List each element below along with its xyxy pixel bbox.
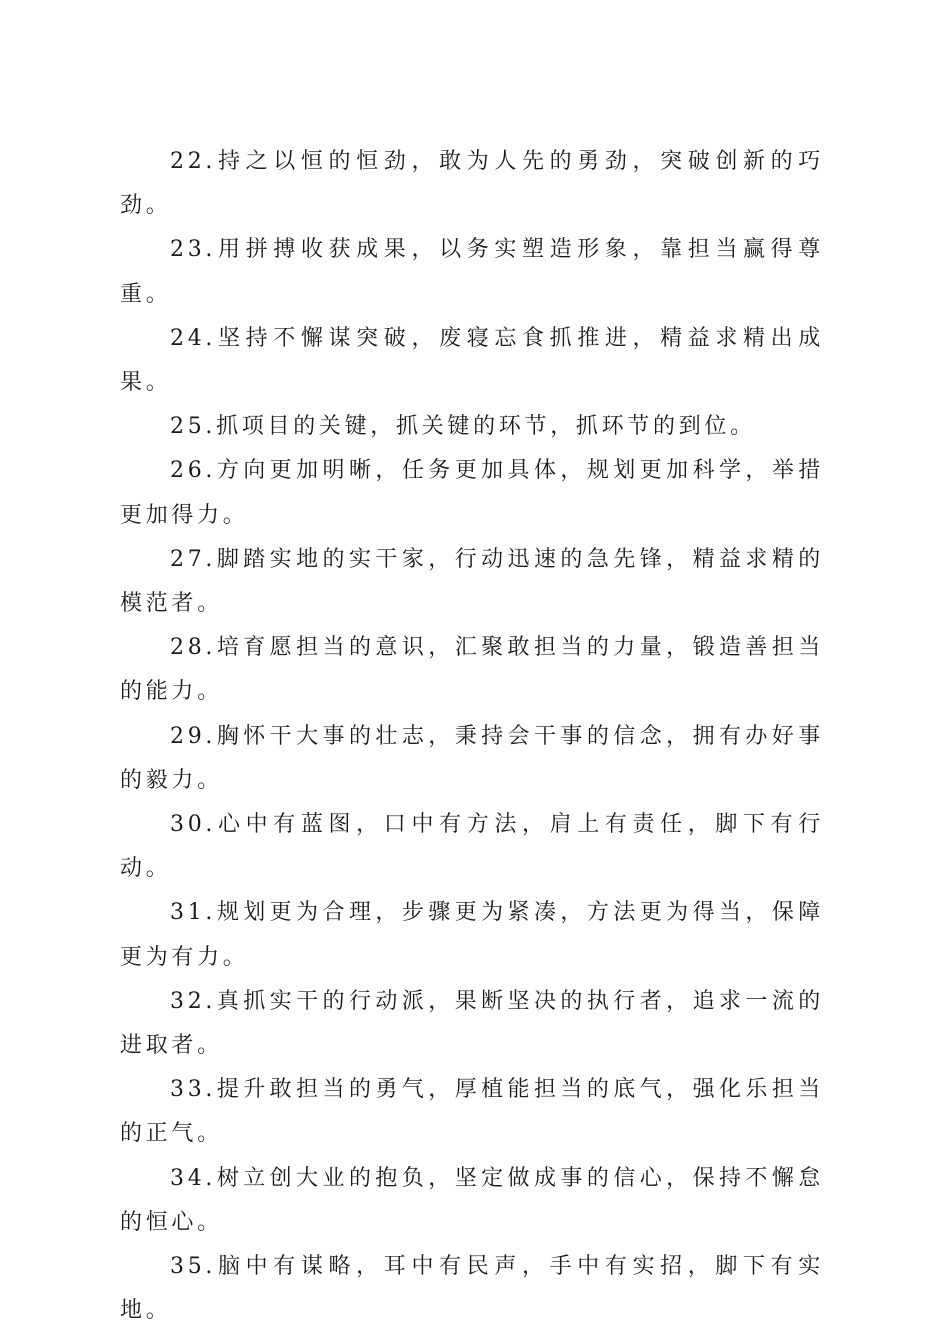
list-item: 31.规划更为合理，步骤更为紧凑，方法更为得当，保障更为有力。 <box>120 900 824 970</box>
list-item: 33.提升敢担当的勇气，厚植能担当的底气，强化乐担当的正气。 <box>120 1077 824 1147</box>
list-item: 30.心中有蓝图，口中有方法，肩上有责任，脚下有行动。 <box>120 812 824 882</box>
list-item: 28.培育愿担当的意识，汇聚敢担当的力量，锻造善担当的能力。 <box>120 635 824 705</box>
list-item: 26.方向更加明晰，任务更加具体，规划更加科学，举措更加得力。 <box>120 458 824 528</box>
list-item: 32.真抓实干的行动派，果断坚决的执行者，追求一流的进取者。 <box>120 988 824 1059</box>
list-item: 29.胸怀干大事的壮志，秉持会干事的信念，拥有办好事的毅力。 <box>120 723 824 793</box>
list-item: 34.树立创大业的抱负，坚定做成事的信心，保持不懈怠的恒心。 <box>120 1165 824 1235</box>
list-item: 22.持之以恒的恒劲，敢为人先的勇劲，突破创新的巧劲。 <box>120 149 824 219</box>
list-item: 27.脚踏实地的实干家，行动迅速的急先锋，精益求精的模范者。 <box>120 546 824 617</box>
list-item: 35.脑中有谋略，耳中有民声，手中有实招，脚下有实地。 <box>120 1254 824 1324</box>
list-item: 23.用拼搏收获成果，以务实塑造形象，靠担当赢得尊重。 <box>120 237 824 307</box>
list-item: 25.抓项目的关键，抓关键的环节，抓环节的到位。 <box>170 414 756 440</box>
list-item: 24.坚持不懈谋突破，废寝忘食抓推进，精益求精出成果。 <box>120 325 824 396</box>
document-body <box>120 140 824 1333</box>
